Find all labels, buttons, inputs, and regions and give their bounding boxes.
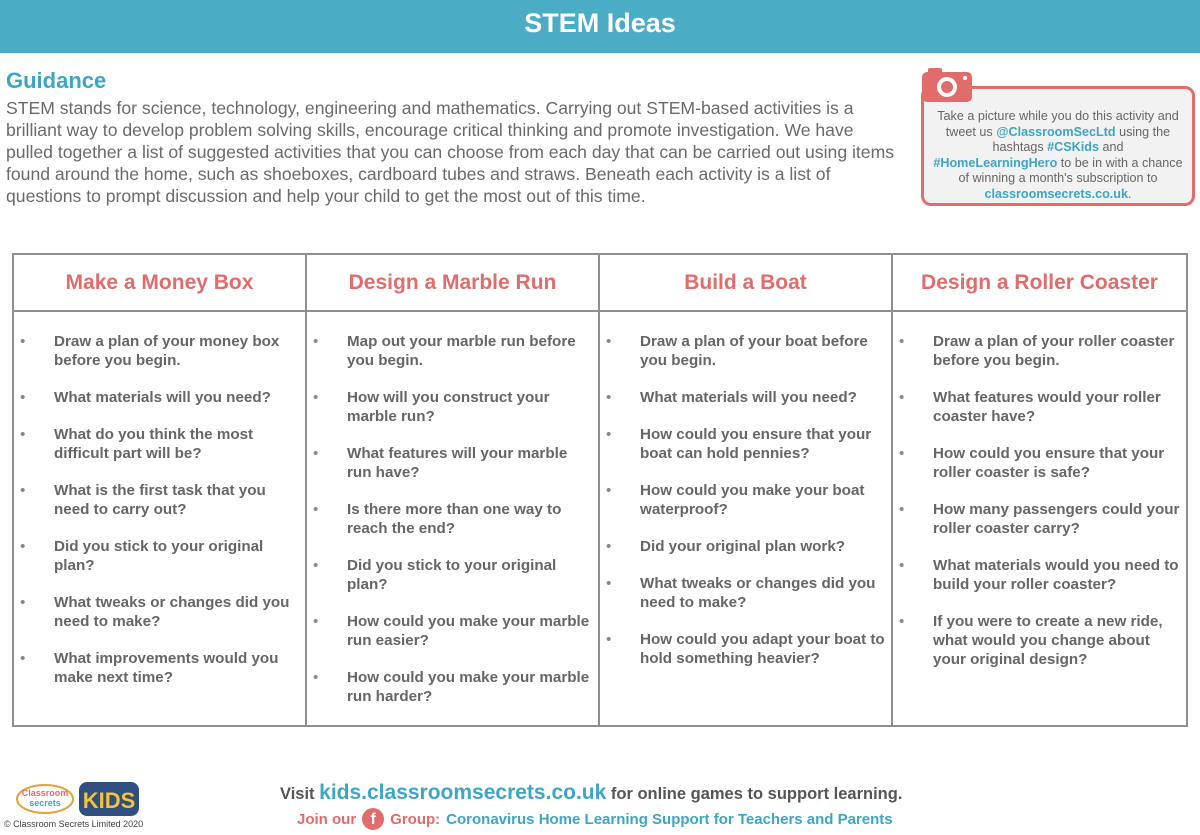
question-text: Draw a plan of your roller coaster before you begin. [933, 333, 1175, 369]
question-text: How many passengers could your roller coaster carry? [933, 501, 1180, 537]
kids-site-link[interactable]: kids.classroomsecrets.co.uk [319, 781, 607, 804]
list-item [313, 444, 592, 482]
question-text: What tweaks or changes did you need to make? [640, 575, 876, 611]
list-item [313, 556, 592, 594]
list-item [606, 388, 885, 407]
list-item [313, 332, 592, 370]
activity-column [600, 255, 893, 725]
tweet-text-3: to be in with a chance of winning a month's subscription to [958, 155, 1183, 185]
question-text: What is the first task that you need to carry out? [54, 482, 266, 518]
bullet-icon: • [313, 501, 319, 518]
question-text: What features would your roller coaster have? [933, 389, 1161, 425]
bullet-icon: • [313, 333, 319, 350]
tweet-site-link[interactable]: classroomsecrets.co.uk [984, 186, 1128, 201]
page-title: STEM Ideas [524, 8, 676, 38]
twitter-handle: @ClassroomSecLtd [996, 124, 1116, 139]
activity-title: Build a Boat [600, 255, 891, 312]
question-text: Draw a plan of your money box before you begin. [54, 333, 280, 369]
bullet-icon: • [313, 557, 319, 574]
bullet-icon: • [313, 389, 319, 406]
question-text: How could you make your marble run easier? [347, 613, 590, 649]
guidance-heading: Guidance [6, 68, 107, 93]
join-prefix: Join our [297, 810, 357, 828]
visit-suffix: for online games to support learning. [610, 785, 903, 803]
copyright-notice: © Classroom Secrets Limited 2020 [4, 819, 144, 829]
question-text: What features will your marble run have? [347, 445, 568, 481]
page-header [0, 0, 1200, 53]
question-text: What improvements would you make next time? [54, 650, 279, 686]
list-item [20, 388, 299, 407]
list-item [606, 537, 885, 556]
question-text: Draw a plan of your boat before you begin. [640, 333, 868, 369]
question-text: How could you adapt your boat to hold something heavier? [640, 631, 885, 667]
activity-title: Make a Money Box [14, 255, 305, 312]
activity-title: Design a Marble Run [307, 255, 598, 312]
list-item [899, 500, 1180, 538]
question-text: How could you make your marble run harder? [347, 669, 590, 705]
bullet-icon: • [606, 333, 612, 350]
list-item [899, 444, 1180, 482]
guidance-text: STEM stands for science, technology, engineering and mathematics. Carrying out STEM-based activities is a brilliant way to develop problem solving skills, encourage critical thinking and promote investigation. We have pulled together a list of suggested activities that you can choose from each day that can be carried out using items found around the home, such as shoeboxes, cardboard tubes and straws. Beneath each activity is a list of questions to prompt discussion and help your child to get the most out of this time. [6, 98, 895, 206]
list-item [899, 556, 1180, 594]
join-group-line [297, 808, 893, 830]
logo-text-classroom: Classroom [21, 788, 69, 798]
question-text: How could you ensure that your roller coaster is safe? [933, 445, 1165, 481]
list-item [20, 537, 299, 575]
question-text: How could you ensure that your boat can hold pennies? [640, 426, 872, 462]
list-item [606, 425, 885, 463]
bullet-icon: • [20, 333, 26, 350]
list-item [313, 612, 592, 650]
camera-icon [920, 66, 974, 104]
list-item [20, 481, 299, 519]
question-list [307, 312, 598, 724]
facebook-icon[interactable]: f [362, 808, 384, 830]
list-item [20, 649, 299, 687]
classroom-secrets-kids-logo [15, 780, 145, 818]
tweet-text-1: Take a picture while you do this activity and tweet us [937, 109, 1179, 139]
bullet-icon: • [20, 650, 26, 667]
bullet-icon: • [20, 594, 26, 611]
question-text: What do you think the most difficult part will be? [54, 426, 254, 462]
list-item [606, 332, 885, 370]
question-text: Map out your marble run before you begin. [347, 333, 576, 369]
bullet-icon: • [313, 613, 319, 630]
visit-prefix: Visit [280, 785, 315, 803]
question-text: Did you stick to your original plan? [347, 557, 557, 593]
question-text: What materials would you need to build your roller coaster? [933, 557, 1179, 593]
activities-table [12, 253, 1188, 727]
bullet-icon: • [899, 445, 905, 462]
tweet-period: . [1128, 186, 1132, 201]
list-item [606, 630, 885, 668]
list-item [899, 332, 1180, 370]
bullet-icon: • [20, 389, 26, 406]
question-list [14, 312, 305, 705]
question-text: If you were to create a new ride, what would you change about your original design? [933, 613, 1163, 668]
question-text: Is there more than one way to reach the end? [347, 501, 562, 537]
question-list [893, 312, 1186, 687]
list-item [313, 500, 592, 538]
bullet-icon: • [313, 669, 319, 686]
bullet-icon: • [899, 613, 905, 630]
bullet-icon: • [20, 482, 26, 499]
facebook-group-link[interactable]: Coronavirus Home Learning Support for Teachers and Parents [446, 810, 893, 828]
logo-text-secrets: secrets [29, 798, 61, 808]
activity-column [893, 255, 1186, 725]
logo-text-kids: KIDS [82, 788, 136, 813]
tweet-callout [921, 86, 1195, 206]
group-label: Group: [390, 810, 441, 828]
bullet-icon: • [606, 482, 612, 499]
hashtag-cskids: #CSKids [1047, 140, 1099, 154]
bullet-icon: • [606, 538, 612, 555]
visit-line [280, 781, 902, 805]
list-item [313, 668, 592, 706]
list-item [899, 612, 1180, 669]
activity-column [14, 255, 307, 725]
activity-title: Design a Roller Coaster [893, 255, 1186, 312]
bullet-icon: • [313, 445, 319, 462]
list-item [313, 388, 592, 426]
tweet-text-2: using the hashtags [992, 124, 1171, 154]
bullet-icon: • [20, 538, 26, 555]
list-item [20, 425, 299, 463]
question-text: How will you construct your marble run? [347, 389, 550, 425]
bullet-icon: • [899, 389, 905, 406]
bullet-icon: • [606, 426, 612, 443]
bullet-icon: • [899, 333, 905, 350]
hashtag-homelearninghero: #HomeLearningHero [933, 155, 1058, 170]
question-text: What materials will you need? [640, 389, 857, 406]
question-text: Did your original plan work? [640, 538, 846, 555]
activity-column [307, 255, 600, 725]
tweet-text-and: and [1102, 140, 1124, 154]
question-text: Did you stick to your original plan? [54, 538, 264, 574]
list-item [899, 388, 1180, 426]
question-text: What tweaks or changes did you need to make? [54, 594, 290, 630]
bullet-icon: • [606, 631, 612, 648]
list-item [20, 332, 299, 370]
bullet-icon: • [899, 557, 905, 574]
question-text: What materials will you need? [54, 389, 271, 406]
list-item [606, 574, 885, 612]
question-list [600, 312, 891, 686]
bullet-icon: • [20, 426, 26, 443]
list-item [20, 593, 299, 631]
bullet-icon: • [606, 389, 612, 406]
bullet-icon: • [899, 501, 905, 518]
list-item [606, 481, 885, 519]
bullet-icon: • [606, 575, 612, 592]
question-text: How could you make your boat waterproof? [640, 482, 865, 518]
